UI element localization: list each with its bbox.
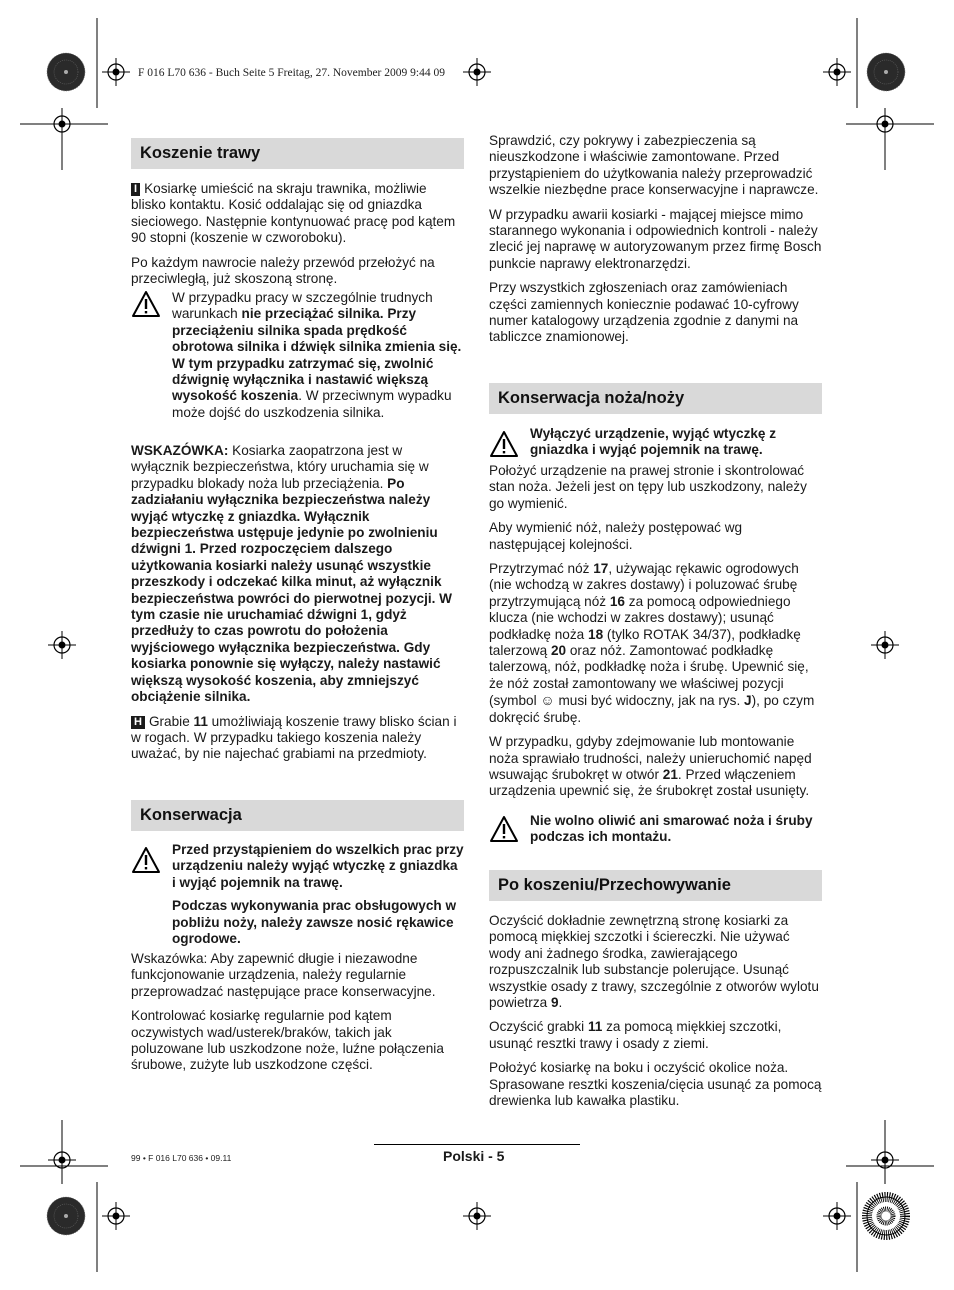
- part-number: 9: [550, 995, 559, 1011]
- part-number: 18: [588, 626, 604, 642]
- part-number: 11: [193, 713, 208, 729]
- note-label: WSKAZÓWKA:: [131, 443, 229, 458]
- section-konserwacja-noza: [489, 383, 822, 414]
- paragraph: Grabie: [148, 713, 194, 729]
- intro-text: [489, 133, 822, 354]
- warning-text-bold: Wyłączyć urządzenie, wyjąć wtyczkę z gniazdka i wyjąć pojemnik na trawę.: [530, 426, 777, 458]
- warning-block: [489, 813, 822, 853]
- part-number: 21: [662, 766, 678, 782]
- smiley-icon: ☺: [540, 692, 555, 709]
- note-text-bold: Po zadziałaniu wyłącznika bezpieczeństwa należy wyjąć wtyczkę z gniazdka. Wyłącznik bezpieczeństwa ustępuje jedynie po zwolnieniu dźwigni 1. Przed rozpoczęciem dalszego użytkowania kosiarki należy usunąć wszystkie przeszkody i odczekać kilka minut, aż wyłącznik bezpieczeństwa powróci do pierwotnej pozycji. W tym czasie nie uruchamiać dźwigni 1, gdyż przedłuży to czas powrotu do położenia wyjściowego wyłącznika bezpieczeństwa. Gdy kosiarka ponownie się wyłączy, należy nastawić większą wysokość koszenia, aby zmniejszyć obciążenie silnika.: [131, 475, 453, 705]
- print-header-stamp: F 016 L70 636 - Buch Seite 5 Freitag, 27. November 2009 9:44 09: [138, 67, 445, 79]
- paragraph: Kontrolować kosiarkę regularnie pod kątem oczywistych wad/usterek/braków, takich jak poluzowane lub uszkodzone noże, luźne połączenia śrubowe, zużyte lub uszkodzone części.: [131, 1008, 444, 1073]
- warning-text-bold: nie przeciążać silnika. Przy przeciążeniu silnika spada prędkość obrotowa silnika i dźwięk silnika zmienia się. W tym przypadku zatrzymać się, zwolnić dźwignię wyłącznika i nastawić większą wysokość koszenia: [172, 306, 462, 404]
- warning-text-bold: Podczas wykonywania prac obsługowych w pobliżu noży, należy zawsze nosić rękawice ogrodowe.: [172, 898, 457, 947]
- page-number: Polski - 5: [443, 1148, 505, 1164]
- section-title: Konserwacja: [140, 806, 242, 824]
- warning-block: [131, 842, 464, 954]
- paragraph: Sprawdzić, czy pokrywy i zabezpieczenia są nieuszkodzone i właściwie zamontowane. Przed przystąpieniem do użytkowania należy przeprowadzić wszelkie niezbędne prace konserwacyjne i naprawcze.: [489, 133, 819, 198]
- paragraph: Oczyścić grabki 11 za pomocą miękkiej szczotki, usunąć resztki trawy i osady z ziemi.: [489, 1019, 782, 1051]
- paragraph: Wskazówka: Aby zapewnić długie i niezawodne funkcjonowanie urządzenia, należy regularnie przeprowadzać następujące prace konserwacyjne.: [131, 951, 436, 999]
- warning-icon: [489, 430, 519, 458]
- konserwacja-text: [131, 951, 464, 1082]
- paragraph: Położyć kosiarkę na boku i oczyścić okolice noża. Sprasowane resztki koszenia/cięcia usunąć za pomocą drewienka lub kawałka plastiku.: [489, 1060, 822, 1109]
- warning-text-bold: Przed przystąpieniem do wszelkich prac przy urządzeniu należy wyjąć wtyczkę z gniazdka i wyjąć pojemnik na trawę.: [172, 842, 464, 890]
- figure-tag: I: [131, 183, 140, 196]
- figure-tag: H: [131, 716, 145, 729]
- section-koszenie-trawy: [131, 138, 464, 169]
- warning-icon: [131, 846, 161, 874]
- paragraph: Przytrzymać nóż 17, używając rękawic ogrodowych (nie wchodzą w zakres dostawy) i poluzować śrubę przytrzymującą nóż 16 za pomocą odpowiedniego klucza (nie wchodzi w zakres dostawy); usunąć podkładkę noża 18 (tylko ROTAK 34/37), podkładkę talerzową 20 oraz nóż. Zamontować podkładkę talerzową, nóż, podkładkę noża i śrubę. Upewnić się, że nóż został zamontowany we właściwej pozycji (symbol ☺ musi być widoczny, jak na rys. J), po czym dokręcić śrubę.: [489, 561, 815, 725]
- koszenie-text: [131, 181, 464, 295]
- part-number: 16: [609, 593, 625, 609]
- part-number: 17: [593, 561, 609, 577]
- paragraph: umożliwiają koszenie trawy blisko ścian i w rogach. W przypadku takiego koszenia należy uważać, by nie najechać grabiami na przedmioty.: [131, 713, 457, 762]
- paragraph: W przypadku awarii kosiarki - mającej miejsce mimo starannego wykonania i odpowiednich kontroli - należy zlecić jej naprawę w autoryzowanym przez firmę Bosch punkcie naprawy elektronarzędzi.: [489, 206, 822, 271]
- section-title: Konserwacja noża/noży: [498, 389, 685, 407]
- part-number: 20: [550, 643, 567, 659]
- figure-ref: J: [744, 693, 752, 709]
- section-konserwacja: [131, 800, 464, 831]
- warning-block: [131, 290, 464, 428]
- paragraph: Oczyścić dokładnie zewnętrzną stronę kosiarki za pomocą miękkiej szczotki i ściereczki. Nie używać wody ani żadnego środka, zawierającego rozpuszczalnik lub substancje polerujące. Usunąć wszystkie osady z trawy, szczególnie z otworów wylotu powietrza 9.: [489, 913, 819, 1011]
- warning-text: . W przeciwnym wypadku może dojść do uszkodzenia silnika.: [172, 388, 452, 420]
- paragraph: Kosiarkę umieścić na skraju trawnika, możliwie blisko kontaktu. Kosić oddalając się od gniazdka sieciowego. Następnie kontynuować pracę pod kątem 90 stopni (koszenie w czworoboku).: [131, 181, 456, 246]
- footer-code: 99 • F 016 L70 636 • 09.11: [131, 1153, 232, 1163]
- przechowywanie-text: [489, 913, 822, 1117]
- note-text: Kosiarka zaopatrzona jest w wyłącznik bezpieczeństwa, który uruchamia się w przypadku blokady noża lub przeciążenia.: [131, 443, 429, 491]
- section-title: Po koszeniu/Przechowywanie: [498, 876, 731, 894]
- footer-rule: [374, 1144, 580, 1145]
- paragraph: Po każdym nawrocie należy przewód przełożyć na przeciwległą, już skoszoną stronę.: [131, 254, 435, 287]
- koszenie-note: [131, 443, 464, 771]
- warning-icon: [131, 290, 161, 318]
- warning-block: [489, 426, 822, 466]
- paragraph: W przypadku, gdyby zdejmowanie lub montowanie noża sprawiało trudności, należy unieruchomić napęd wsuwając śrubokręt w otwór 21. Przed włączeniem urządzenia upewnić się, że śrubokręt został usunięty.: [489, 734, 812, 799]
- section-title: Koszenie trawy: [140, 144, 261, 162]
- warning-text-bold: Nie wolno oliwić ani smarować noża i śruby podczas ich montażu.: [530, 813, 813, 845]
- paragraph: Położyć urządzenie na prawej stronie i skontrolować stan noża. Jeżeli jest on tępy lub uszkodzony, należy go wymienić.: [489, 463, 807, 511]
- part-number: 11: [587, 1019, 603, 1035]
- warning-icon: [489, 815, 519, 843]
- noze-text: [489, 463, 822, 808]
- paragraph: Przy wszystkich zgłoszeniach oraz zamówieniach części zamiennych koniecznie podawać 10-cyfrowy numer katalogowy urządzenia zgodnie z danymi na tabliczce znamionowej.: [489, 280, 799, 345]
- paragraph: Aby wymienić nóż, należy postępować wg następującej kolejności.: [489, 520, 743, 552]
- section-po-koszeniu: [489, 870, 822, 901]
- warning-text: W przypadku pracy w szczególnie trudnych warunkach: [172, 290, 433, 322]
